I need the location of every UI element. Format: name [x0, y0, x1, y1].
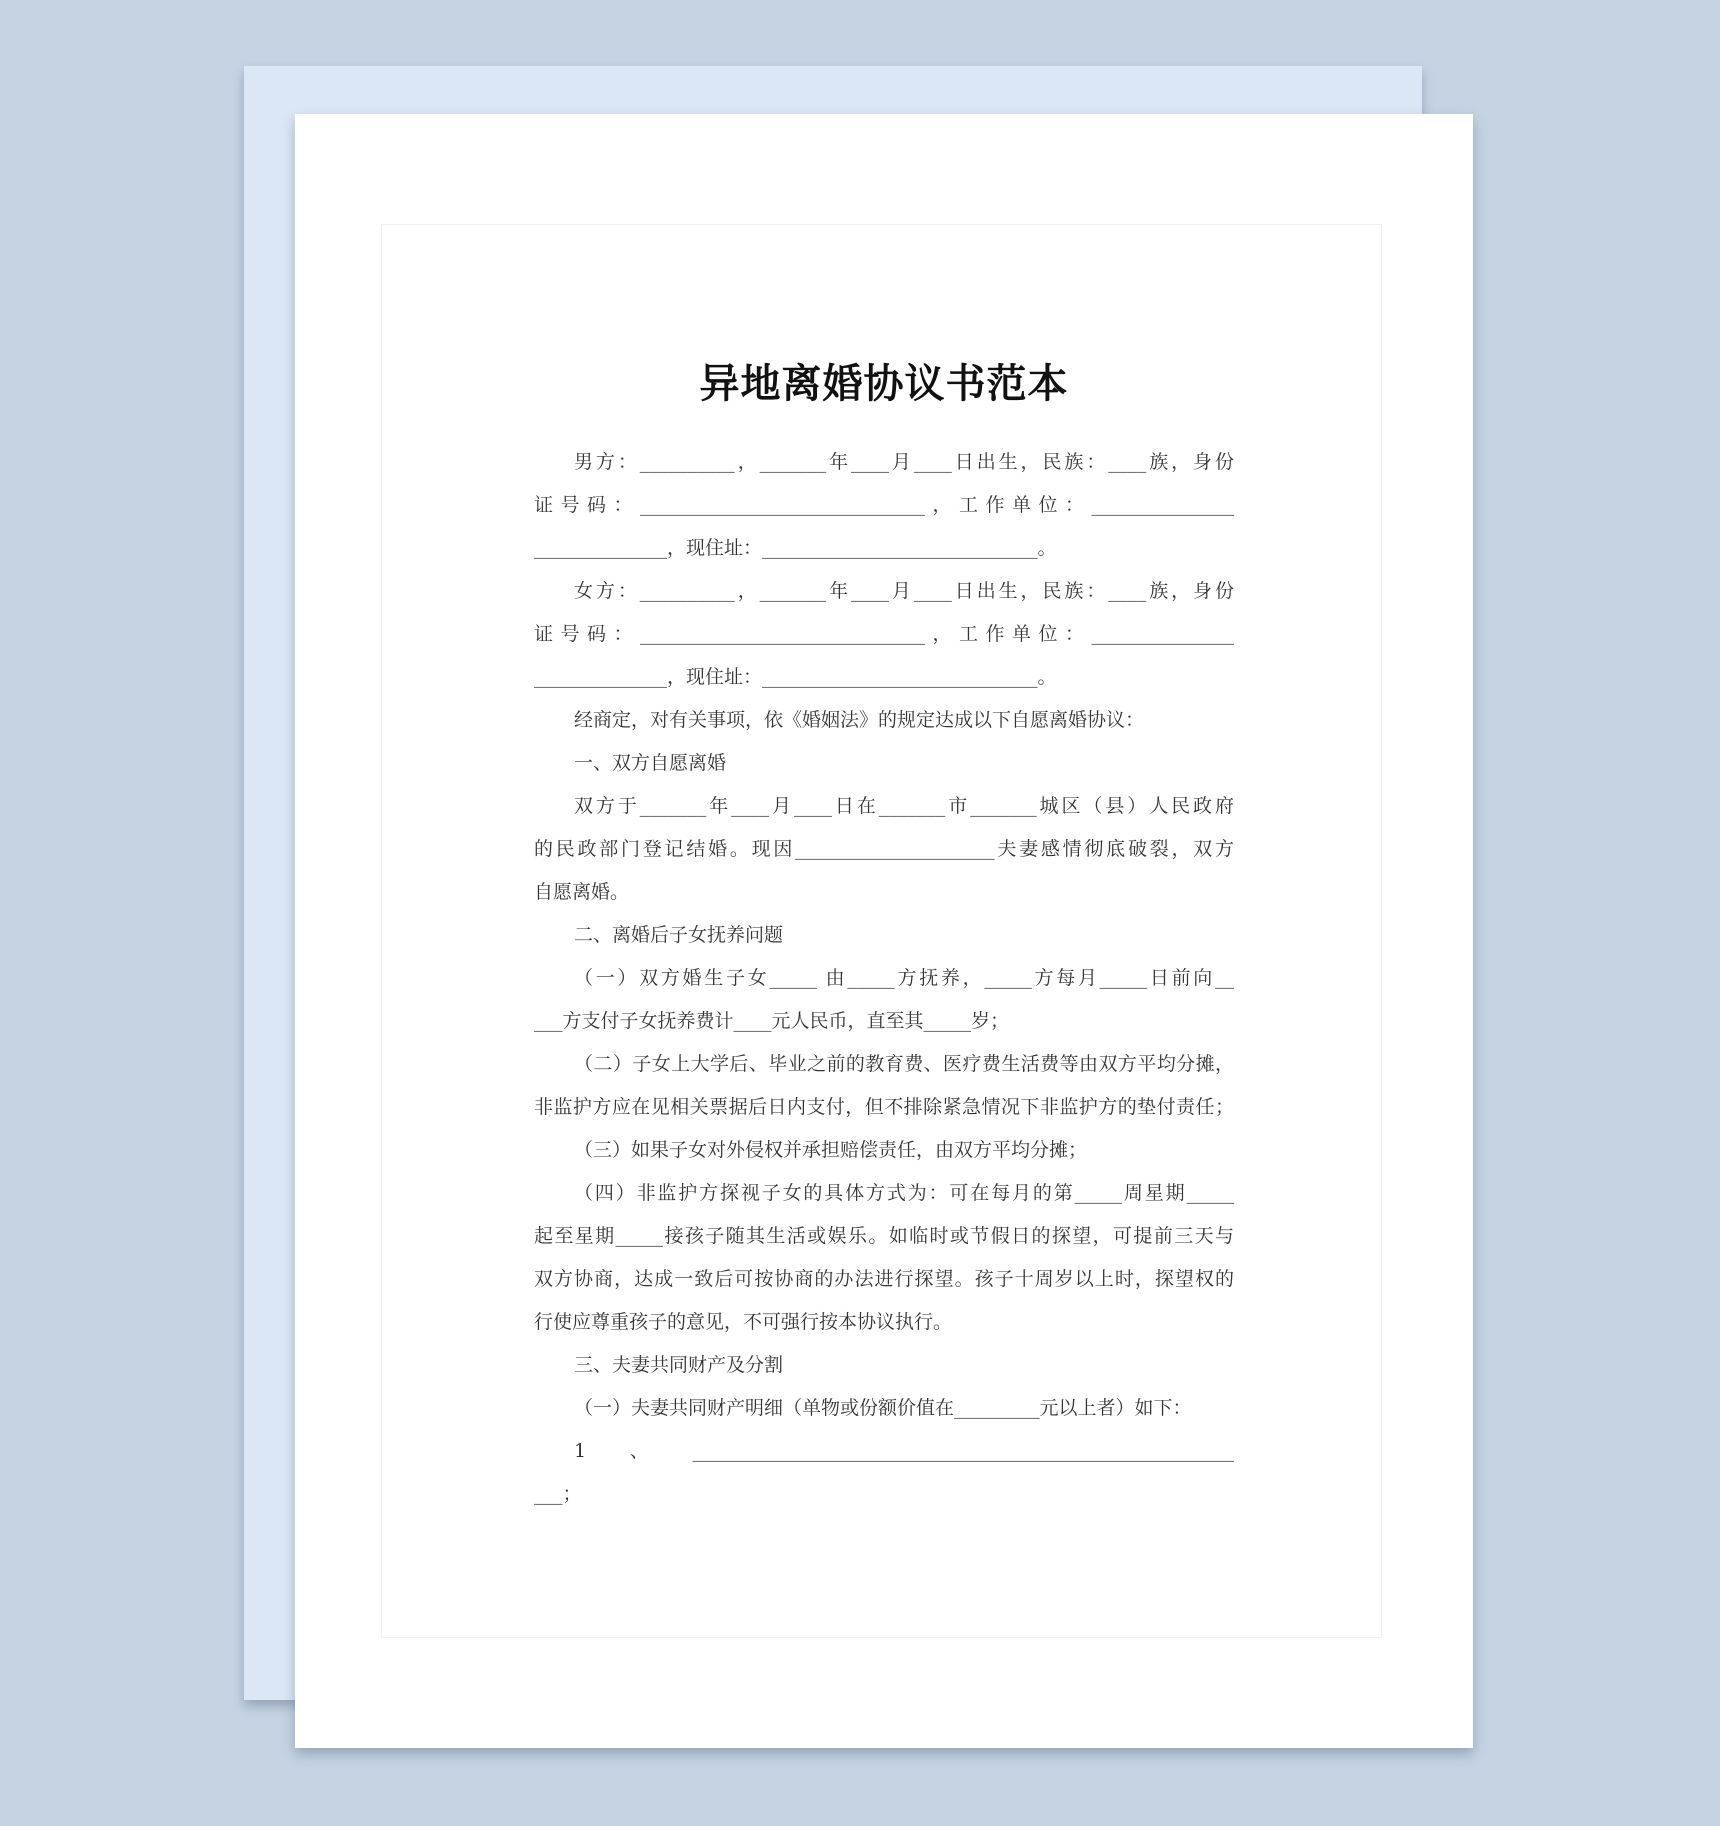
- document-line: 二、离婚后子女抚养问题: [574, 924, 784, 946]
- document-line: 1、_________________________________________________________: [574, 1440, 1234, 1462]
- document-line: （二）子女上大学后、毕业之前的教育费、医疗费生活费等由双方平均分摊，: [574, 1053, 1234, 1075]
- document-line: ___方支付子女抚养费计____元人民币，直至其_____岁；: [534, 1010, 1010, 1032]
- document-line: 非监护方应在见相关票据后日内支付，但不排除紧急情况下非监护方的垫付责任；: [534, 1096, 1234, 1118]
- document-line: 的民政部门登记结婚。现因_____________________夫妻感情彻底破裂，双方: [534, 838, 1234, 860]
- document-line: 自愿离婚。: [534, 881, 630, 903]
- document-line: 双方于_______年____月____日在_______市_______城区（县）人民政府: [574, 795, 1234, 817]
- document-line: 证号码：______________________________，工作单位：_______________: [534, 623, 1234, 645]
- document-line: 男方：__________，_______年____月____日出生，民族：____族，身份: [574, 451, 1234, 473]
- document-line: （一）双方婚生子女_____ 由_____方抚养，_____方每月_____日前向__: [574, 967, 1234, 989]
- document-line: ______________，现住址：_____________________________。: [534, 537, 1057, 559]
- document-line: 经商定，对有关事项，依《婚姻法》的规定达成以下自愿离婚协议：: [574, 709, 1145, 731]
- document-line: （一）夫妻共同财产明细（单物或份额价值在_________元以上者）如下：: [574, 1397, 1192, 1419]
- document-line: ___；: [534, 1483, 582, 1505]
- document-line: 起至星期_____接孩子随其生活或娱乐。如临时或节假日的探望，可提前三天与: [534, 1225, 1234, 1247]
- document-body: [534, 441, 1234, 1516]
- document-line: 双方协商，达成一致后可按协商的办法进行探望。孩子十周岁以上时，探望权的: [534, 1268, 1234, 1290]
- document-line: 一、双方自愿离婚: [574, 752, 727, 774]
- document-line: 女方：__________，_______年____月____日出生，民族：____族，身份: [574, 580, 1234, 602]
- document-line: 证号码：______________________________，工作单位：_______________: [534, 494, 1234, 516]
- document-line: （四）非监护方探视子女的具体方式为：可在每月的第_____周星期_____: [574, 1182, 1234, 1204]
- document-page: [295, 114, 1473, 1748]
- document-line: 行使应尊重孩子的意见，不可强行按本协议执行。: [534, 1311, 953, 1333]
- document-line: 三、夫妻共同财产及分割: [574, 1354, 784, 1376]
- document-line: ______________，现住址：_____________________________。: [534, 666, 1057, 688]
- document-title: 异地离婚协议书范本: [699, 360, 1069, 407]
- document-line: （三）如果子女对外侵权并承担赔偿责任，由双方平均分摊；: [574, 1139, 1088, 1161]
